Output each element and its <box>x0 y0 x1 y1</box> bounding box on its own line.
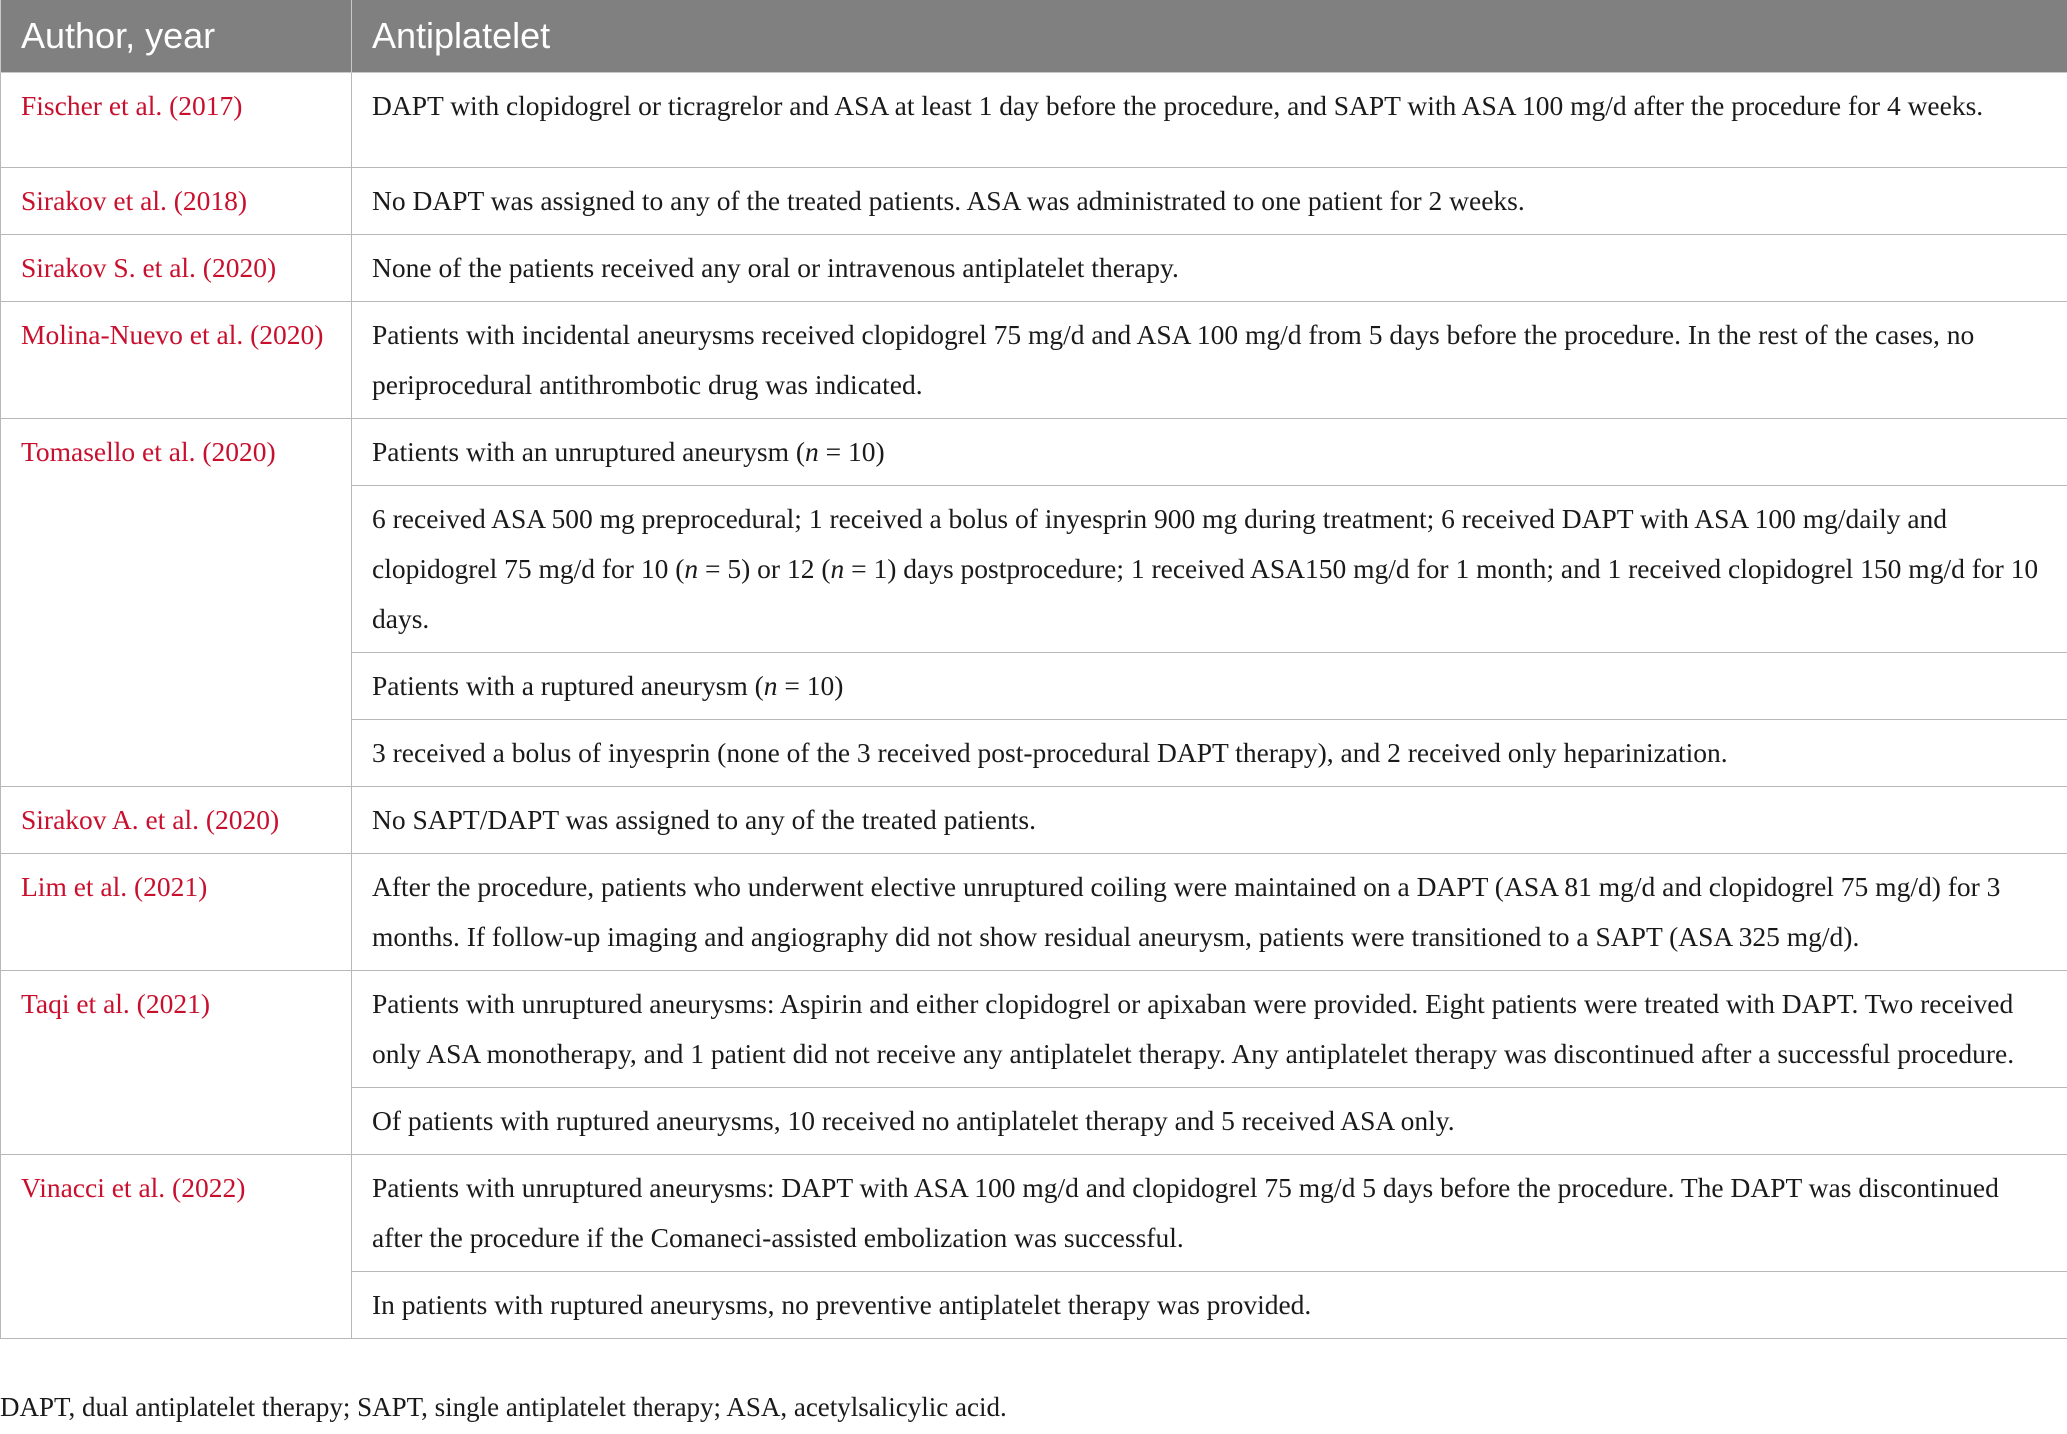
table-row <box>1 1155 2067 1272</box>
table-row <box>1 971 2067 1088</box>
author-link[interactable]: Sirakov A. et al. (2020) <box>1 787 352 854</box>
table-row <box>1 235 2067 302</box>
table-row <box>1 787 2067 854</box>
antiplatelet-cell: 3 received a bolus of inyesprin (none of the 3 received post-procedural DAPT therapy), and 2 received only heparinization. <box>352 720 2067 787</box>
author-link[interactable]: Sirakov S. et al. (2020) <box>1 235 352 302</box>
author-link[interactable]: Vinacci et al. (2022) <box>1 1155 352 1339</box>
antiplatelet-cell: Patients with unruptured aneurysms: Aspirin and either clopidogrel or apixaban were provided. Eight patients were treated with DAPT. Two received only ASA monotherapy, and 1 patient did not receive any antiplatelet therapy. Any antiplatelet therapy was discontinued after a successful procedure. <box>352 971 2067 1088</box>
table-row <box>1 168 2067 235</box>
antiplatelet-cell: After the procedure, patients who underwent elective unruptured coiling were maintained on a DAPT (ASA 81 mg/d and clopidogrel 75 mg/d) for 3 months. If follow-up imaging and angiography did not show residual aneurysm, patients were transitioned to a SAPT (ASA 325 mg/d). <box>352 854 2067 971</box>
antiplatelet-cell: DAPT with clopidogrel or ticragrelor and ASA at least 1 day before the procedure, and SAPT with ASA 100 mg/d after the procedure for 4 weeks. <box>352 73 2067 168</box>
antiplatelet-cell: Of patients with ruptured aneurysms, 10 received no antiplatelet therapy and 5 received ASA only. <box>352 1088 2067 1155</box>
header-author-year: Author, year <box>1 0 352 73</box>
antiplatelet-cell: Patients with an unruptured aneurysm (n = 10) <box>352 419 2067 486</box>
antiplatelet-cell: 6 received ASA 500 mg preprocedural; 1 received a bolus of inyesprin 900 mg during treatment; 6 received DAPT with ASA 100 mg/daily and clopidogrel 75 mg/d for 10 (n = 5) or 12 (n = 1) days postprocedure; 1 received ASA150 mg/d for 1 month; and 1 received clopidogrel 150 mg/d for 10 days. <box>352 486 2067 653</box>
author-link[interactable]: Sirakov et al. (2018) <box>1 168 352 235</box>
table-row <box>1 854 2067 971</box>
table-row <box>1 73 2067 168</box>
antiplatelet-cell: Patients with a ruptured aneurysm (n = 10) <box>352 653 2067 720</box>
author-link[interactable]: Taqi et al. (2021) <box>1 971 352 1155</box>
author-link[interactable]: Lim et al. (2021) <box>1 854 352 971</box>
antiplatelet-cell: In patients with ruptured aneurysms, no preventive antiplatelet therapy was provided. <box>352 1272 2067 1339</box>
antiplatelet-cell: No DAPT was assigned to any of the treated patients. ASA was administrated to one patient for 2 weeks. <box>352 168 2067 235</box>
table-row <box>1 419 2067 486</box>
table-footnote: DAPT, dual antiplatelet therapy; SAPT, single antiplatelet therapy; ASA, acetylsalicylic acid. <box>0 1392 1007 1422</box>
header-antiplatelet: Antiplatelet <box>352 0 2067 73</box>
author-link[interactable]: Molina-Nuevo et al. (2020) <box>1 302 352 419</box>
table-header-row <box>1 0 2067 73</box>
antiplatelet-cell: None of the patients received any oral or intravenous antiplatelet therapy. <box>352 235 2067 302</box>
author-link[interactable]: Fischer et al. (2017) <box>1 73 352 168</box>
antiplatelet-cell: Patients with unruptured aneurysms: DAPT with ASA 100 mg/d and clopidogrel 75 mg/d 5 days before the procedure. The DAPT was discontinued after the procedure if the Comaneci-assisted embolization was successful. <box>352 1155 2067 1272</box>
antiplatelet-cell: Patients with incidental aneurysms received clopidogrel 75 mg/d and ASA 100 mg/d from 5 days before the procedure. In the rest of the cases, no periprocedural antithrombotic drug was indicated. <box>352 302 2067 419</box>
antiplatelet-cell: No SAPT/DAPT was assigned to any of the treated patients. <box>352 787 2067 854</box>
author-link[interactable]: Tomasello et al. (2020) <box>1 419 352 787</box>
table-row <box>1 302 2067 419</box>
